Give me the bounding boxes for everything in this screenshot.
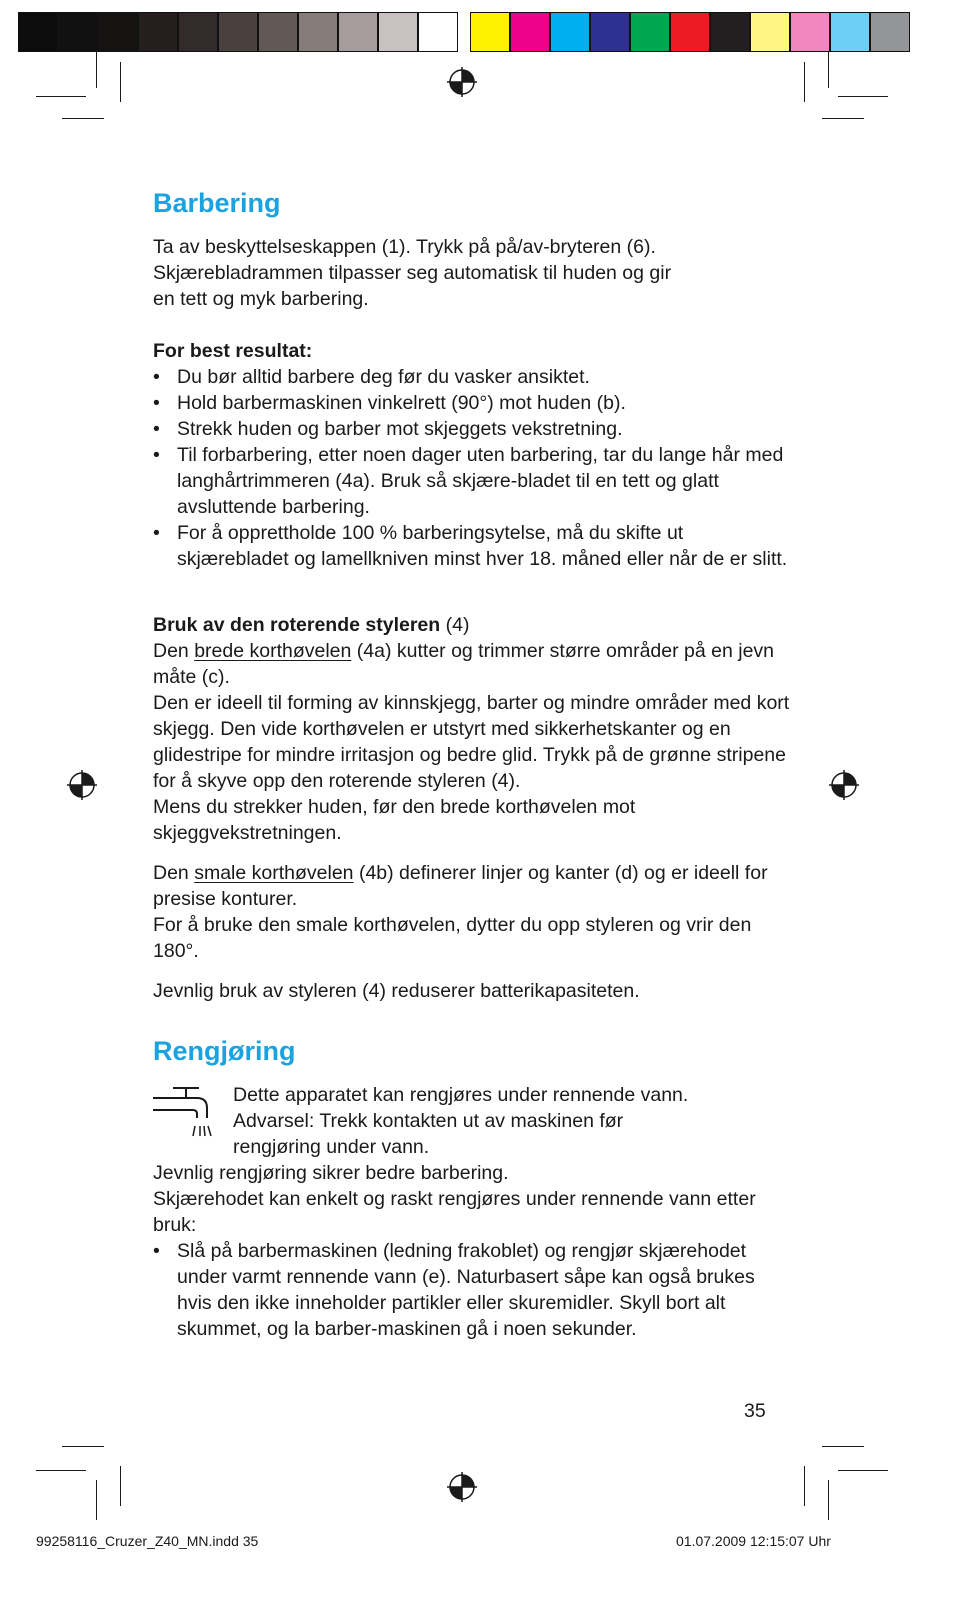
color-swatch bbox=[630, 12, 670, 52]
crop-mark bbox=[828, 1480, 829, 1520]
crop-mark bbox=[838, 1470, 888, 1471]
wide-trimmer-direction: Mens du strekker huden, før den brede korthøvelen mot skjeggvekstretningen. bbox=[153, 796, 636, 844]
color-swatch bbox=[830, 12, 870, 52]
color-swatch bbox=[550, 12, 590, 52]
color-swatch bbox=[470, 12, 510, 52]
section-heading-cleaning: Rengjøring bbox=[153, 1036, 296, 1066]
narrow-trimmer-usage: For å bruke den smale korthøvelen, dytter du opp styleren og vrir den 180°. bbox=[153, 914, 752, 962]
color-swatch bbox=[338, 12, 378, 52]
cleaning-text: Skjærehodet kan enkelt og raskt rengjøres under rennende vann etter bruk: bbox=[153, 1188, 756, 1236]
color-swatch bbox=[790, 12, 830, 52]
registration-mark-icon bbox=[829, 770, 859, 800]
crop-mark bbox=[822, 118, 864, 119]
shaving-intro bbox=[153, 234, 793, 312]
list-item: • Til forbarbering, etter noen dager uten barbering, tar du lange hår med langhårtrimmeren (4a). Bruk så skjære-bladet til en tett og glatt avsluttende barbering. bbox=[153, 442, 793, 520]
color-swatch bbox=[870, 12, 910, 52]
crop-mark bbox=[96, 1480, 97, 1520]
crop-mark bbox=[828, 52, 829, 88]
color-swatch bbox=[510, 12, 550, 52]
faucet-icon bbox=[153, 1082, 233, 1142]
page-number: 35 bbox=[744, 1400, 766, 1422]
registration-mark-icon bbox=[67, 770, 97, 800]
faucet-line: Advarsel: Trekk kontakten ut av maskinen før bbox=[233, 1110, 624, 1132]
faucet-line: rengjøring under vann. bbox=[233, 1136, 430, 1158]
crop-mark bbox=[822, 1446, 864, 1447]
list-item: • Hold barbermaskinen vinkelrett (90°) mot huden (b). bbox=[153, 390, 793, 416]
color-swatch bbox=[670, 12, 710, 52]
crop-mark bbox=[120, 62, 121, 102]
color-swatch bbox=[178, 12, 218, 52]
list-item: • Slå på barbermaskinen (ledning frakoblet) og rengjør skjærehodet under varmt rennende vann (e). Naturbasert såpe kan også brukes hvis den ikke inneholder partikler eller skuremidler. Skyll bort alt skummet, og la barber-maskinen gå i noen sekunder. bbox=[153, 1238, 793, 1342]
intro-line: en tett og myk barbering. bbox=[153, 288, 369, 310]
section-heading-shaving: Barbering bbox=[153, 188, 281, 218]
narrow-trimmer-paragraph bbox=[153, 860, 793, 912]
cleaning-text: Jevnlig rengjøring sikrer bedre barbering. bbox=[153, 1162, 509, 1184]
wide-trimmer-term: brede korthøvelen bbox=[194, 640, 352, 662]
crop-mark bbox=[62, 118, 104, 119]
crop-mark bbox=[96, 52, 97, 88]
wide-trimmer-paragraph bbox=[153, 638, 793, 690]
color-swatch bbox=[750, 12, 790, 52]
crop-mark bbox=[838, 96, 888, 97]
footer-date: 01.07.2009 12:15:07 Uhr bbox=[676, 1533, 831, 1549]
color-swatch bbox=[18, 12, 58, 52]
registration-mark-icon bbox=[447, 1472, 477, 1502]
color-swatch bbox=[218, 12, 258, 52]
crop-mark bbox=[36, 96, 86, 97]
process-color-bar bbox=[470, 12, 910, 54]
crop-mark bbox=[804, 1466, 805, 1506]
gray-color-bar bbox=[18, 12, 458, 54]
faucet-text bbox=[233, 1082, 688, 1160]
text-span: Den bbox=[153, 640, 195, 662]
color-swatch bbox=[710, 12, 750, 52]
styler-title-ref: (4) bbox=[440, 614, 470, 636]
tips-list bbox=[153, 364, 793, 572]
list-item: • Du bør alltid barbere deg før du vasker ansiktet. bbox=[153, 364, 793, 390]
registration-mark-icon bbox=[447, 67, 477, 97]
color-swatch bbox=[590, 12, 630, 52]
footer-file: 99258116_Cruzer_Z40_MN.indd 35 bbox=[36, 1533, 259, 1549]
text-span: (4a) kutter og trimmer større områder på en jevn måte (c). bbox=[153, 640, 775, 688]
faucet-line: Dette apparatet kan rengjøres under rennende vann. bbox=[233, 1084, 689, 1106]
wide-trimmer-usage: Den er ideell til forming av kinnskjegg, barter og mindre områder med kort skjegg. Den vide korthøvelen er utstyrt med sikkerhetskanter og en glidestripe for mindre irritasjon og bedre glid. Trykk på de grønne stripene for å skyve opp den roterende styleren (4). bbox=[153, 692, 790, 792]
list-item: • For å opprettholde 100 % barberingsytelse, må du skifte ut skjærebladet og lamellkniven minst hver 18. måned eller når de er slitt. bbox=[153, 520, 793, 572]
crop-mark bbox=[120, 1466, 121, 1506]
crop-mark bbox=[62, 1446, 104, 1447]
faucet-notice bbox=[153, 1082, 793, 1160]
color-swatch bbox=[418, 12, 458, 52]
styler-title-bold: Bruk av den roterende styleren bbox=[153, 614, 441, 636]
intro-line: Skjærebladrammen tilpasser seg automatisk til huden og gir bbox=[153, 262, 672, 284]
color-swatch bbox=[298, 12, 338, 52]
intro-line: Ta av beskyttelseskappen (1). Trykk på på/av-bryteren (6). bbox=[153, 236, 656, 258]
page-content bbox=[153, 186, 793, 1342]
tips-title: For best resultat: bbox=[153, 340, 313, 362]
color-swatch bbox=[378, 12, 418, 52]
cleaning-list bbox=[153, 1238, 793, 1342]
color-swatch bbox=[58, 12, 98, 52]
narrow-trimmer-term: smale korthøvelen bbox=[194, 862, 354, 884]
styler-title bbox=[153, 612, 793, 638]
color-swatch bbox=[98, 12, 138, 52]
battery-note: Jevnlig bruk av styleren (4) reduserer batterikapasiteten. bbox=[153, 980, 640, 1002]
color-swatch bbox=[138, 12, 178, 52]
text-span: Den bbox=[153, 862, 195, 884]
crop-mark bbox=[804, 62, 805, 102]
crop-mark bbox=[36, 1470, 86, 1471]
text-span: (4b) definerer linjer og kanter (d) og er ideell for presise konturer. bbox=[153, 862, 768, 910]
color-swatch bbox=[258, 12, 298, 52]
list-item: • Strekk huden og barber mot skjeggets vekstretning. bbox=[153, 416, 793, 442]
